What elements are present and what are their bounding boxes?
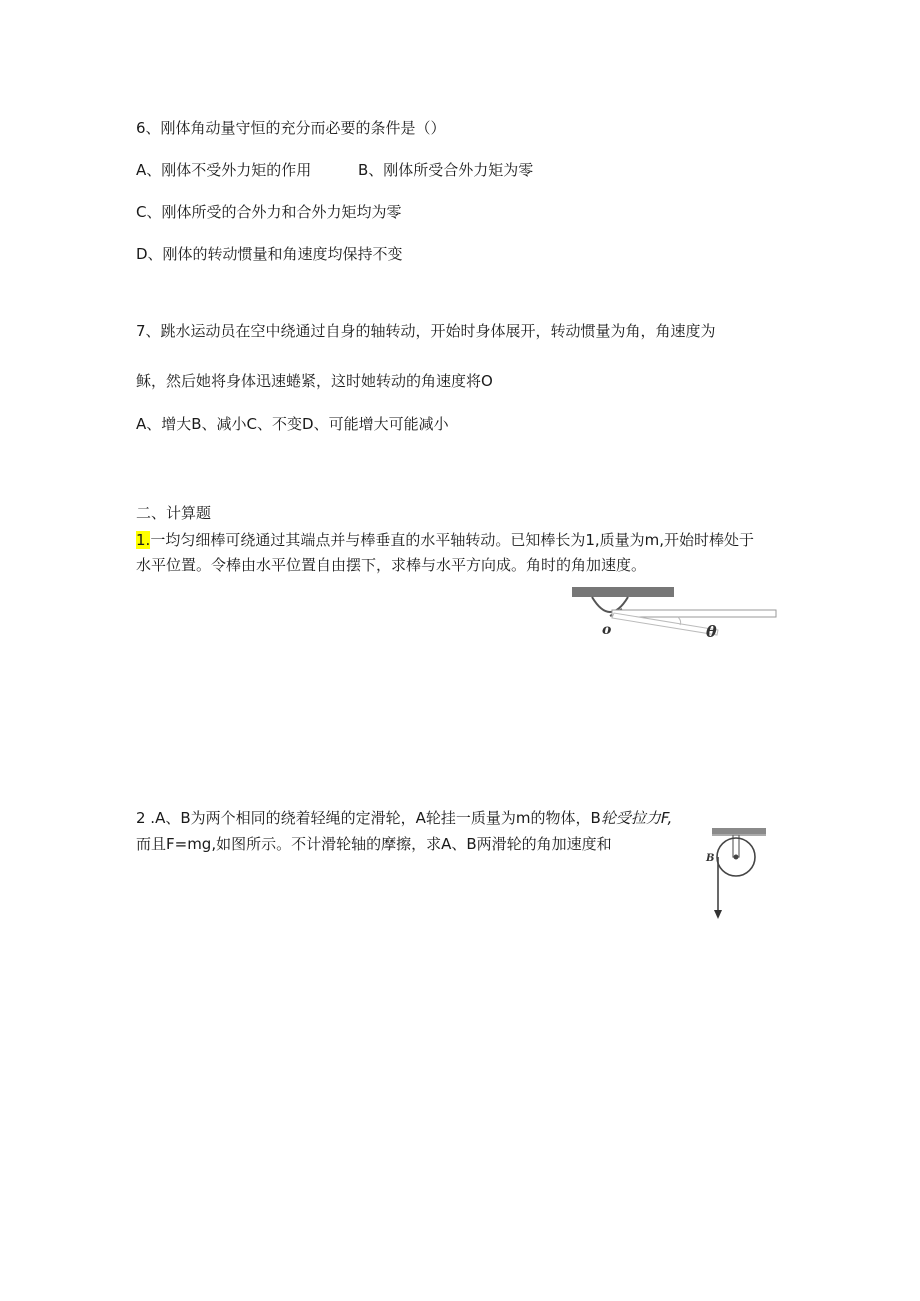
q6-option-c: C、刚体所受的合外力和合外力矩均为零 [136,203,402,221]
calc1-line2: 水平位置。令棒由水平位置自由摆下，求棒与水平方向成。角时的角加速度。 [136,556,647,574]
q6-stem: 6、刚体角动量守恒的充分而必要的条件是（） [136,119,446,137]
label-theta: θ [706,622,717,641]
calc1-rod-figure [570,585,780,645]
calc1-line1-text: 一均匀细棒可绕通过其端点并与棒垂直的水平轴转动。已知棒长为1,质量为m,开始时棒处于 [150,531,755,549]
label-o: o [602,622,612,638]
calc2-pulley-figure [704,826,774,926]
calc1-number: 1. [136,531,151,549]
q6-option-a: A、刚体不受外力矩的作用 [136,161,312,179]
horizontal-rod [612,610,776,617]
q7-stem-line1: 7、跳水运动员在空中绕通过自身的轴转动，开始时身体展开，转动惯量为角，角速度为 [136,322,716,340]
calc2-line1-italic: 轮受拉力F, [600,809,673,827]
calc2-line2: 而且F=mg,如图所示。不计滑轮轴的摩擦，求A、B两滑轮的角加速度和 [136,835,612,853]
pulley-axle [734,855,739,860]
force-arrow [714,910,722,919]
calc2-line1-text: 2 .A、B为两个相同的绕着轻绳的定滑轮，A轮挂一质量为m的物体，B [136,809,601,827]
q6-option-d: D、刚体的转动惯量和角速度均保持不变 [136,245,403,263]
label-b: B [706,853,715,864]
ceiling-hatch [712,828,766,834]
ceiling-bar [572,587,674,597]
q7-options: A、增大B、减小C、不变D、可能增大可能减小 [136,415,449,433]
calc1-line1 [136,530,754,550]
calc2-line1 [136,808,672,828]
q7-stem-line2: 稣，然后她将身体迅速蜷紧，这时她转动的角速度将O [136,372,493,390]
section-title: 二、计算题 [136,504,212,522]
q6-option-b: B、刚体所受合外力矩为零 [358,161,534,179]
